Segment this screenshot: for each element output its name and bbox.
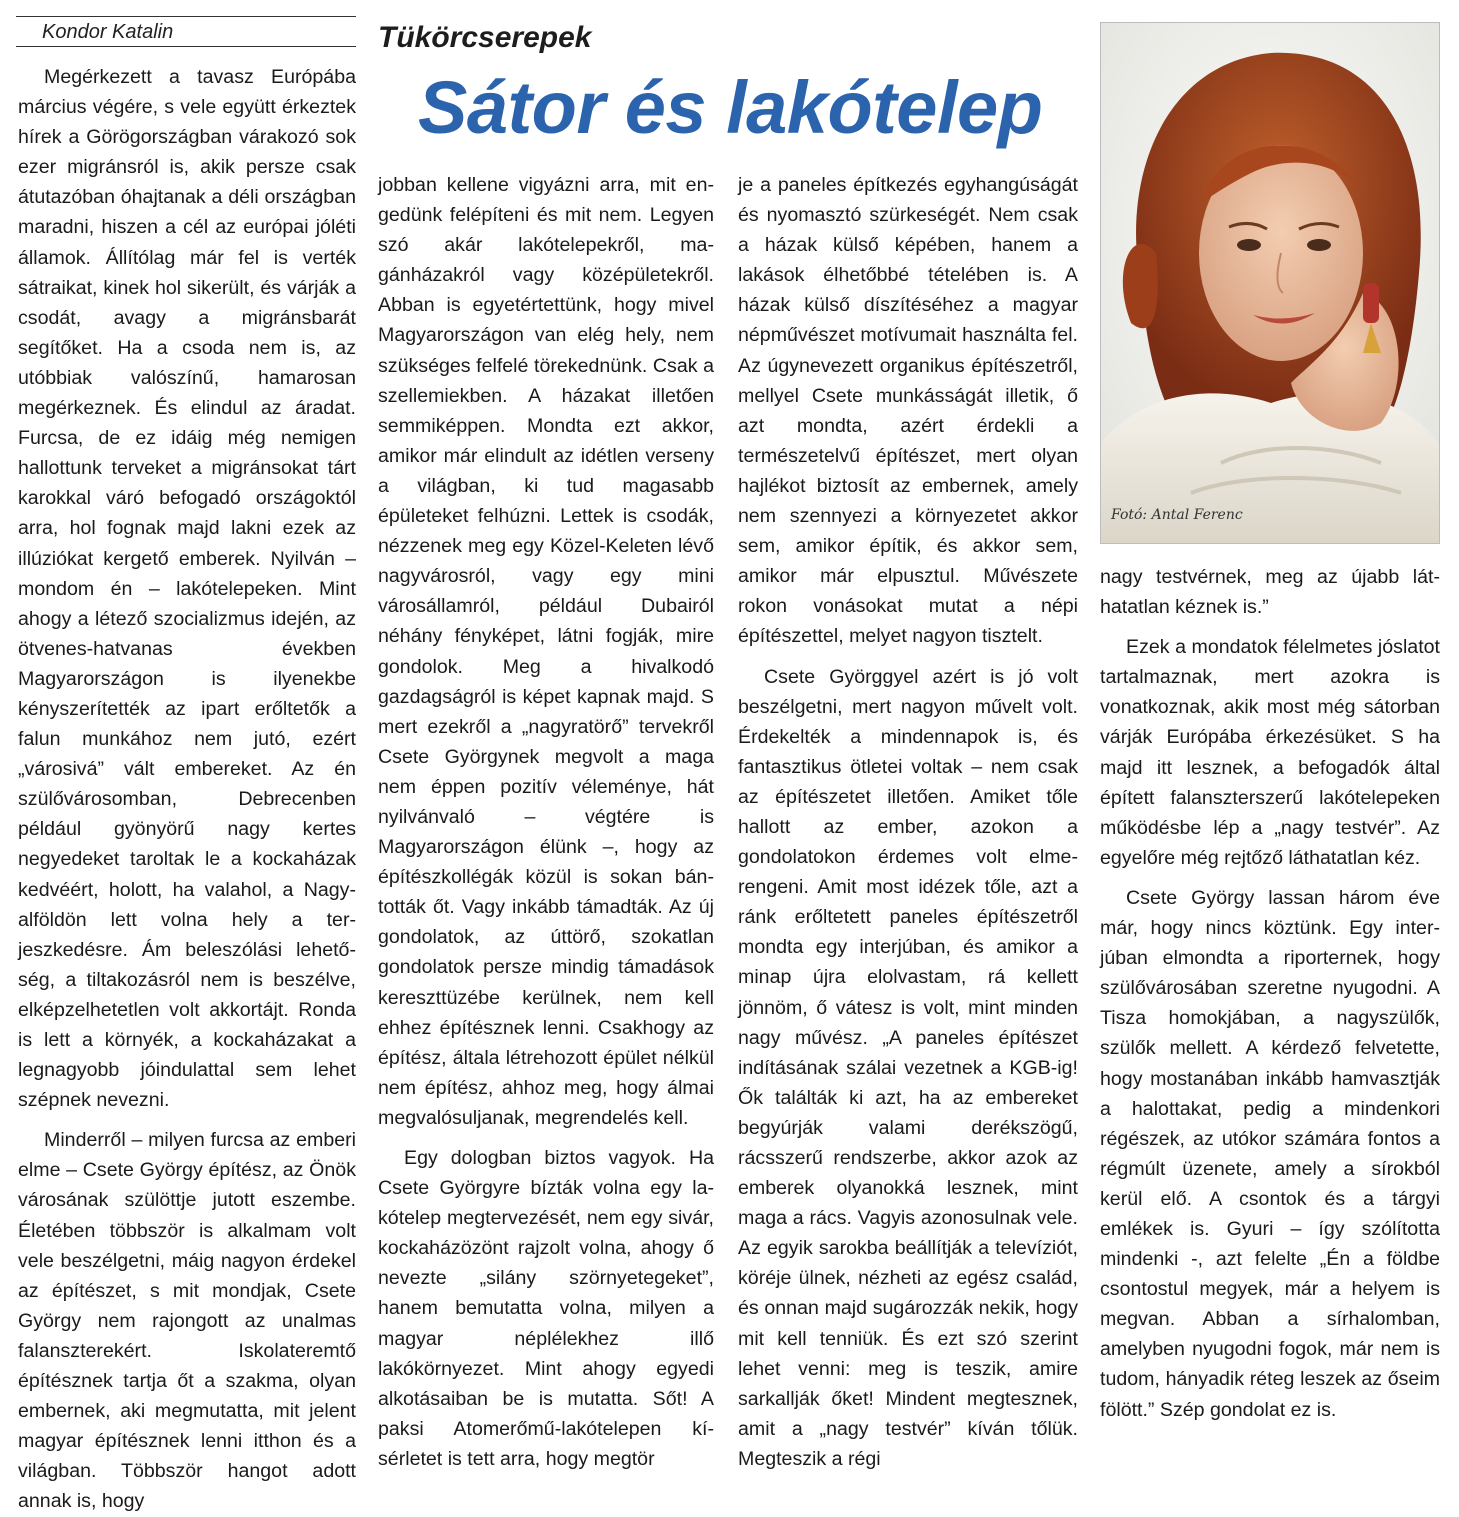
article-column-3	[738, 170, 1078, 1474]
author-byline: Kondor Katalin	[42, 21, 174, 43]
column-kicker: Tükörcserepek	[378, 21, 592, 54]
author-rule-top	[16, 16, 356, 17]
article-headline: Sátor és lakótelep	[418, 66, 1043, 149]
portrait-photo	[1100, 22, 1440, 544]
paragraph: Egy dologban biztos vagyok. Ha Csete Györgyre bízták volna egy lakótelep megtervezését, nem egy sivár, kockaházözönt rajzolt volna, ahogy ő nevezte „silány szörnyetegeket”, hanem bemutatta volna, milyen a magyar néplélekhez illő lakókörnyezet. Mint ahogy egyedi alkotásaiban be is mutatta. Sőt! A paksi Atomerőmű-lakótelepen kísérletet is tett arra, hogy megtör	[378, 1147, 714, 1470]
article-column-4	[1100, 562, 1440, 1425]
portrait-illustration	[1101, 23, 1439, 543]
paragraph: Csete Györggyel azért is jó volt beszélgetni, mert nagyon művelt volt. Érdekelték a mindennapok is, és fantasztikus ötletei voltak – nem csak az építészetet illetően. Amiket tőle hallott az ember, azokon a gondolatokon érdemes volt elmerengeni. Amit most idézek tőle, azt a ránk erőltetett paneles építészetről mondta egy interjúban, és amikor a minap újra elolvastam, rá kellett jönnöm, ő vátesz is volt, mint minden nagy művész. „A paneles építészet indításának szálai vezetnek a KGB-ig! Ők találták ki azt, ha az embereket begyúrják valami derékszögű, rácsszerű rendszerbe, akkor azok az emberek olyanokká lesznek, mint maga a rács. Vagyis azonosulnak vele. Az egyik sarokba beállítják a televíziót, köréje ülnek, nézheti az egész család, és onnan majd sugározzák nekik, hogy mit kell tenniük. És ezt szó szerint lehet venni: meg is teszik, amire sarkallják őket! Mindent megtesznek, amit a „nagy testvér” kíván tőlük. Megteszik a régi	[738, 665, 1078, 1470]
paragraph: Csete György lassan három éve már, hogy nincs köztünk. Egy interjúban elmondta a riporternek, hogy szülővárosában szeretne nyugodni. A Tisza homokjában, a nagyszülők, szülők mellett. A kérdező felvetette, hogy mostanában inkább hamvasztják a halottakat, pedig a mindenkori régészek, az utókor számára fontos a régmúlt üzenete, amely a sírokból kerül elő. A csontok és a tárgyi emlékek is. Gyuri – így szólította mindenki -, azt felelte „Én a földbe csontostul megyek, már a helyem is megvan. Abban a sírhalomban, amelyben nyugodni fogok, már nem is tudom, hányadik réteg leszek az őseim fölött.” Szép gondolat ez is.	[1100, 886, 1440, 1421]
author-rule-bottom	[16, 46, 356, 47]
paragraph: nagy testvérnek, meg az újabb láthatatlan kéznek is.”	[1100, 566, 1440, 619]
paragraph: jobban kellene vigyázni arra, mit engedünk felépíteni és mit nem. Legyen szó akár lakótelepekről, magánházakról vagy középületekről. Abban is egyetértettünk, hogy mivel Magyarországon van elég hely, nem szükséges felfelé törekednünk. Csak a szellemiekben. A házakat illetően semmiképpen. Mondta ezt akkor, amikor már elindult az idétlen verseny a világban, ki tud magasabb épületeket felhúzni. Lettek is csodák, nézzenek meg egy Közel-Keleten lévő nagyvárosról, vagy egy mini városállamról, például Dubairól néhány fényképet, látni fogják, mire gondolok. Meg a hivalkodó gazdagságról is képet kapnak majd. S mert ezekről a „nagyratörő” tervekről Csete Györgynek megvolt a maga nem éppen pozitív véleménye, hát nyilvánvaló – végtére is Magyarországon élünk –, hogy az építészkollégák közül is sokan bántották őt. Vagy inkább támadták. Az új gondolatok, az úttörő, szokatlan gondolatok persze mindig támadások kereszttüzébe kerülnek, nem kell ehhez építésznek lenni. Csakhogy az építész, általa létrehozott épület nélkül nem építész, ahhoz meg, hogy álmai megvalósuljanak, megrendelés kell.	[378, 174, 714, 1129]
article-column-2	[378, 170, 714, 1474]
paragraph: Ezek a mondatok félelmetes jóslatot tartalmaznak, mert azokra is vonatkoznak, akik most még sátorban várják Európába érkezésüket. S ha majd itt lesznek, a befogadók által épített falanszterszerű lakótelepeken működésbe lép a „nagy testvér”. Az egyelőre még rejtőző láthatatlan kéz.	[1100, 636, 1440, 869]
paragraph: Minderről – milyen furcsa az emberi elme – Csete György építész, az Önök városának szülöttje jutott eszembe. Életében többször is alkalmam volt vele beszélgetni, máig nagyon érdekel az építészet, s mit mondjak, Csete György nem rajongott az unalmas falanszterekért. Iskolateremtő építésznek tartja őt a szakma, olyan embernek, aki megmutatta, mit jelent magyar építésznek lenni itthon és a világban. Többször hangot adott annak is, hogy	[18, 1129, 356, 1513]
paragraph: je a paneles építkezés egyhangúságát és nyomasztó szürkeségét. Nem csak a házak külső képében, hanem a lakások élhetőbbé tételében is. A házak külső díszítéséhez a magyar népművészet motívumait használta fel. Az úgynevezett organikus építészetről, mellyel Csete munkásságát illetik, ő azt mondta, azért érdekli a természetelvű építészet, mert olyan hajlékot biztosít az embernek, amely nem szennyezi a környezetet akkor sem, amikor építik, és akkor sem, amikor már elpusztul. Művészete rokon vonásokat mutat a népi építészettel, melyet nagyon tisztelt.	[738, 174, 1078, 648]
photo-credit: Fotó: Antal Ferenc	[1111, 507, 1243, 523]
paragraph: Megérkezett a tavasz Európába március végére, s vele együtt érkeztek hírek a Görögországban várakozó sok ezer migránsról is, akik persze csak átutazóban óhajtanak a déli országban maradni, hiszen a cél az európai jóléti államok. Állítólag már fel is verték sátraikat, kinek hol sikerült, és várják a csodát, avagy a migránsbarát segítőket. Ha a csoda nem is, az utóbbiak valószínű, hamarosan megérkeznek. És elindul az áradat. Furcsa, de ez idáig még nemigen hallottunk terveket a migránsokat tárt karokkal váró befogadó országoktól arra, hol fognak majd lakni ezek az illúziókat kergető emberek. Nyilván – mondom én – lakótelepeken. Mint ahogy a létező szocializmus idején, az ötvenes-hatvanas években Magyarországon is ilyenekbe kényszerítették az ipart erőltetők a falun munkához nem jutó, ezért „városivá” vált embereket. Az én szülővárosomban, Debrecenben például gyönyörű nagy kertes negyedeket taroltak le a kockaházak kedvéért, holott, ha valahol, a Nagy-alföldön lett volna hely a terjeszkedésre. Ám beleszólási lehetőség, a tiltakozásról nem is beszélve, elképzelhetetlen volt akkortájt. Ronda is lett a környék, a kockaházakat a legnagyobb jóindulattal sem lehet szépnek nevezni.	[18, 66, 356, 1112]
article-column-1	[18, 62, 356, 1517]
